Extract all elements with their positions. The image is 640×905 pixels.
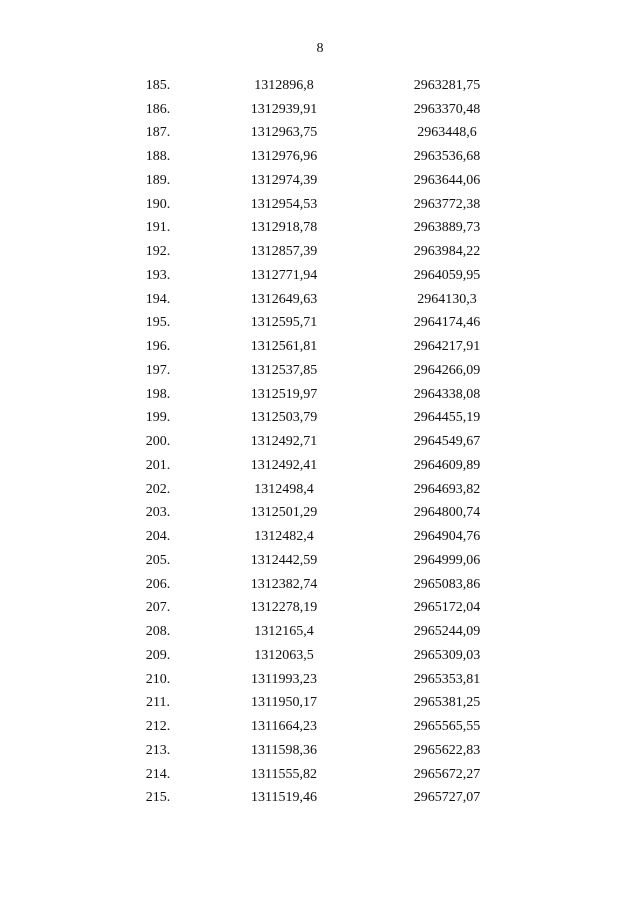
x-coordinate-cell: 1312976,96 bbox=[250, 149, 318, 165]
table-row bbox=[100, 335, 542, 359]
x-coordinate-cell: 1312482,4 bbox=[254, 529, 314, 545]
table-row bbox=[100, 169, 542, 193]
table-row bbox=[100, 312, 542, 336]
point-number-cell: 193. bbox=[145, 267, 171, 283]
point-number-cell: 206. bbox=[145, 576, 171, 592]
x-coordinate-cell: 1311664,23 bbox=[251, 719, 317, 735]
y-coordinate-cell: 2963536,68 bbox=[413, 149, 481, 165]
y-coordinate-cell: 2964549,67 bbox=[413, 434, 481, 450]
table-row bbox=[100, 763, 542, 787]
x-coordinate-cell: 1312649,63 bbox=[250, 291, 318, 307]
point-number-cell: 214. bbox=[145, 766, 171, 782]
x-coordinate-cell: 1312954,53 bbox=[250, 196, 318, 212]
x-coordinate-cell: 1312896,8 bbox=[254, 77, 314, 93]
y-coordinate-cell: 2963984,22 bbox=[413, 244, 481, 260]
point-number-cell: 207. bbox=[145, 600, 171, 616]
table-row bbox=[100, 454, 542, 478]
table-row bbox=[100, 739, 542, 763]
point-number-cell: 195. bbox=[145, 315, 171, 331]
point-number-cell: 187. bbox=[145, 125, 171, 141]
x-coordinate-cell: 1312537,85 bbox=[250, 362, 318, 378]
y-coordinate-cell: 2965083,86 bbox=[413, 576, 481, 592]
x-coordinate-cell: 1312492,71 bbox=[250, 434, 318, 450]
point-number-cell: 190. bbox=[145, 196, 171, 212]
y-coordinate-cell: 2965565,55 bbox=[413, 719, 481, 735]
y-coordinate-cell: 2964338,08 bbox=[413, 386, 481, 402]
table-row bbox=[100, 525, 542, 549]
point-number-cell: 194. bbox=[145, 291, 171, 307]
point-number-cell: 215. bbox=[145, 790, 171, 806]
x-coordinate-cell: 1311598,36 bbox=[251, 742, 317, 758]
x-coordinate-cell: 1312278,19 bbox=[250, 600, 318, 616]
table-row bbox=[100, 715, 542, 739]
x-coordinate-cell: 1311950,17 bbox=[251, 695, 317, 711]
table-row bbox=[100, 407, 542, 431]
point-number-cell: 209. bbox=[145, 647, 171, 663]
y-coordinate-cell: 2965727,07 bbox=[413, 790, 481, 806]
table-row bbox=[100, 74, 542, 98]
table-row bbox=[100, 692, 542, 716]
point-number-cell: 185. bbox=[145, 77, 171, 93]
y-coordinate-cell: 2963772,38 bbox=[413, 196, 481, 212]
table-row bbox=[100, 668, 542, 692]
x-coordinate-cell: 1312857,39 bbox=[250, 244, 318, 260]
table-row bbox=[100, 573, 542, 597]
point-number-cell: 196. bbox=[145, 339, 171, 355]
y-coordinate-cell: 2964999,06 bbox=[413, 552, 481, 568]
y-coordinate-cell: 2964455,19 bbox=[413, 410, 481, 426]
x-coordinate-cell: 1312519,97 bbox=[250, 386, 318, 402]
point-number-cell: 199. bbox=[145, 410, 171, 426]
x-coordinate-cell: 1312442,59 bbox=[250, 552, 318, 568]
x-coordinate-cell: 1312492,41 bbox=[250, 457, 318, 473]
point-number-cell: 191. bbox=[145, 220, 171, 236]
y-coordinate-cell: 2963448,6 bbox=[417, 125, 477, 141]
point-number-cell: 200. bbox=[145, 434, 171, 450]
y-coordinate-cell: 2964174,46 bbox=[413, 315, 481, 331]
y-coordinate-cell: 2965672,27 bbox=[413, 766, 481, 782]
x-coordinate-cell: 1312939,91 bbox=[250, 101, 318, 117]
x-coordinate-cell: 1311555,82 bbox=[251, 766, 317, 782]
y-coordinate-cell: 2964266,09 bbox=[413, 362, 481, 378]
y-coordinate-cell: 2964693,82 bbox=[413, 481, 481, 497]
table-row bbox=[100, 288, 542, 312]
y-coordinate-cell: 2965172,04 bbox=[413, 600, 481, 616]
table-row bbox=[100, 430, 542, 454]
point-number-cell: 197. bbox=[145, 362, 171, 378]
table-row bbox=[100, 502, 542, 526]
y-coordinate-cell: 2963889,73 bbox=[413, 220, 481, 236]
table-row bbox=[100, 98, 542, 122]
table-row bbox=[100, 644, 542, 668]
point-number-cell: 205. bbox=[145, 552, 171, 568]
table-row bbox=[100, 620, 542, 644]
x-coordinate-cell: 1312963,75 bbox=[250, 125, 318, 141]
x-coordinate-cell: 1312498,4 bbox=[254, 481, 314, 497]
table-row bbox=[100, 145, 542, 169]
table-row bbox=[100, 359, 542, 383]
point-number-cell: 189. bbox=[145, 172, 171, 188]
y-coordinate-cell: 2965353,81 bbox=[413, 671, 481, 687]
point-number-cell: 211. bbox=[146, 695, 170, 711]
y-coordinate-cell: 2963281,75 bbox=[413, 77, 481, 93]
table-row bbox=[100, 383, 542, 407]
x-coordinate-cell: 1312501,29 bbox=[250, 505, 318, 521]
table-row bbox=[100, 549, 542, 573]
x-coordinate-cell: 1312165,4 bbox=[254, 624, 314, 640]
table-row bbox=[100, 240, 542, 264]
y-coordinate-cell: 2965309,03 bbox=[413, 647, 481, 663]
x-coordinate-cell: 1311993,23 bbox=[251, 671, 317, 687]
table-row bbox=[100, 122, 542, 146]
point-number-cell: 192. bbox=[145, 244, 171, 260]
point-number-cell: 202. bbox=[145, 481, 171, 497]
table-row bbox=[100, 193, 542, 217]
x-coordinate-cell: 1311519,46 bbox=[251, 790, 317, 806]
point-number-cell: 208. bbox=[145, 624, 171, 640]
point-number-cell: 204. bbox=[145, 529, 171, 545]
x-coordinate-cell: 1312918,78 bbox=[250, 220, 318, 236]
point-number-cell: 188. bbox=[145, 149, 171, 165]
x-coordinate-cell: 1312382,74 bbox=[250, 576, 318, 592]
x-coordinate-cell: 1312974,39 bbox=[250, 172, 318, 188]
point-number-cell: 210. bbox=[145, 671, 171, 687]
coordinates-table bbox=[100, 74, 542, 810]
point-number-cell: 203. bbox=[145, 505, 171, 521]
point-number-cell: 212. bbox=[145, 719, 171, 735]
y-coordinate-cell: 2964800,74 bbox=[413, 505, 481, 521]
table-row bbox=[100, 264, 542, 288]
x-coordinate-cell: 1312561,81 bbox=[250, 339, 318, 355]
table-row bbox=[100, 787, 542, 811]
y-coordinate-cell: 2964217,91 bbox=[413, 339, 481, 355]
x-coordinate-cell: 1312771,94 bbox=[250, 267, 318, 283]
page-number: 8 bbox=[316, 41, 324, 56]
coordinates-table-body bbox=[100, 74, 542, 810]
table-row bbox=[100, 217, 542, 241]
y-coordinate-cell: 2964904,76 bbox=[413, 529, 481, 545]
y-coordinate-cell: 2963644,06 bbox=[413, 172, 481, 188]
point-number-cell: 201. bbox=[145, 457, 171, 473]
point-number-cell: 213. bbox=[145, 742, 171, 758]
point-number-cell: 186. bbox=[145, 101, 171, 117]
x-coordinate-cell: 1312063,5 bbox=[254, 647, 314, 663]
y-coordinate-cell: 2964609,89 bbox=[413, 457, 481, 473]
y-coordinate-cell: 2965381,25 bbox=[413, 695, 481, 711]
table-row bbox=[100, 478, 542, 502]
y-coordinate-cell: 2965244,09 bbox=[413, 624, 481, 640]
x-coordinate-cell: 1312503,79 bbox=[250, 410, 318, 426]
y-coordinate-cell: 2963370,48 bbox=[413, 101, 481, 117]
point-number-cell: 198. bbox=[145, 386, 171, 402]
y-coordinate-cell: 2964059,95 bbox=[413, 267, 481, 283]
y-coordinate-cell: 2965622,83 bbox=[413, 742, 481, 758]
y-coordinate-cell: 2964130,3 bbox=[417, 291, 477, 307]
table-row bbox=[100, 597, 542, 621]
x-coordinate-cell: 1312595,71 bbox=[250, 315, 318, 331]
